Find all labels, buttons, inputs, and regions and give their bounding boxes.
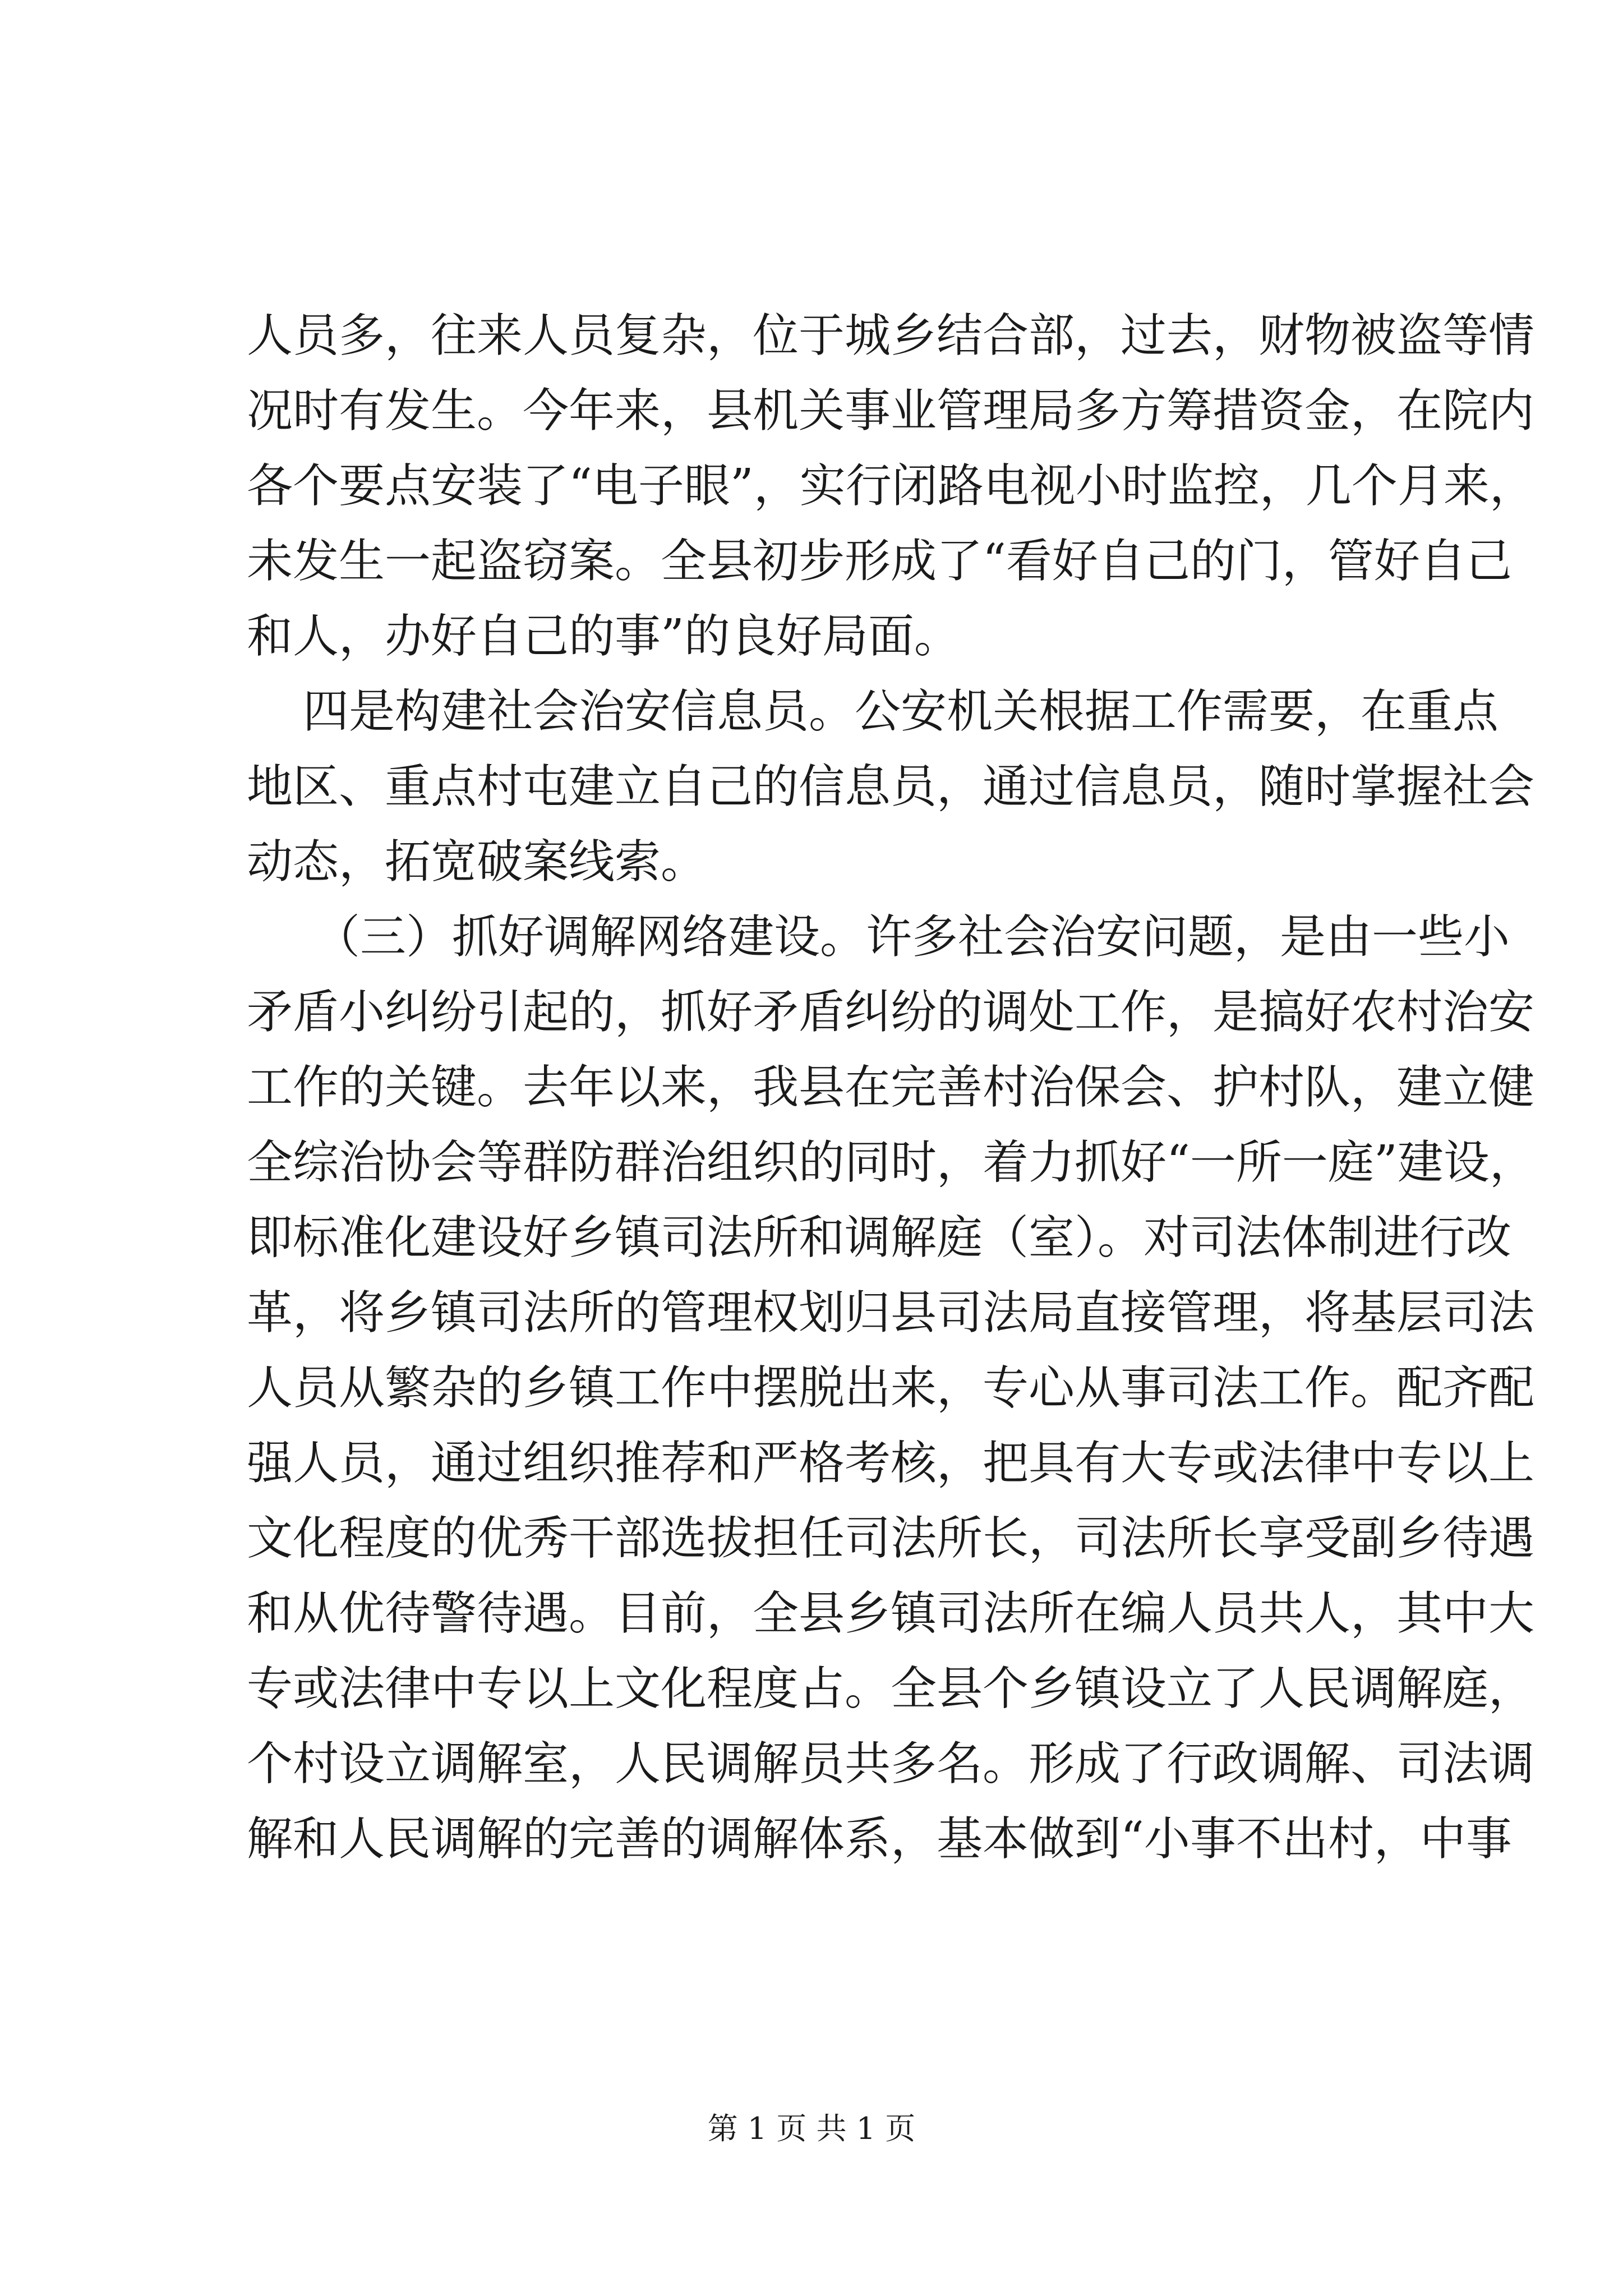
body-line-16: 强人员，通过组织推荐和严格考核，把具有大专或法律中专以上 (247, 1437, 1535, 1490)
paragraph-4-first-line: 四是构建社会治安信息员。公安机关根据工作需要，在重点 (303, 685, 1499, 738)
body-line-12: 全综治协会等群防群治组织的同时，着力抓好“一所一庭”建设， (247, 1136, 1536, 1189)
body-line-20: 个村设立调解室，人民调解员共多名。形成了行政调解、司法调 (247, 1737, 1535, 1791)
body-line-11: 工作的关键。去年以来，我县在完善村治保会、护村队，建立健 (247, 1061, 1535, 1114)
body-line-8: 动态，拓宽破案线索。 (247, 835, 707, 889)
body-line-2: 况时有发生。今年来，县机关事业管理局多方筹措资金，在院内 (247, 384, 1535, 438)
body-line-7: 地区、重点村屯建立自己的信息员，通过信息员，随时掌握社会 (247, 760, 1535, 813)
body-line-19: 专或法律中专以上文化程度占。全县个乡镇设立了人民调解庭， (247, 1662, 1535, 1715)
body-line-5: 和人，办好自己的事”的良好局面。 (247, 610, 960, 663)
section-3-heading-line: （三）抓好调解网络建设。许多社会治安问题，是由一些小 (314, 910, 1510, 964)
body-line-13: 即标准化建设好乡镇司法所和调解庭（室）。对司法体制进行改 (247, 1211, 1512, 1264)
body-line-1: 人员多，往来人员复杂，位于城乡结合部，过去，财物被盗等情 (247, 309, 1535, 362)
body-line-15: 人员从繁杂的乡镇工作中摆脱出来，专心从事司法工作。配齐配 (247, 1361, 1535, 1415)
body-line-17: 文化程度的优秀干部选拔担任司法所长，司法所长享受副乡待遇 (247, 1512, 1535, 1565)
body-line-18: 和从优待警待遇。目前，全县乡镇司法所在编人员共人，其中大 (247, 1587, 1535, 1640)
page-footer: 第 1 页 共 1 页 (707, 2111, 916, 2146)
body-line-14: 革，将乡镇司法所的管理权划归县司法局直接管理，将基层司法 (247, 1286, 1535, 1340)
body-line-4: 未发生一起盗窃案。全县初步形成了“看好自己的门，管好自己 (247, 535, 1512, 588)
body-line-10: 矛盾小纠纷引起的，抓好矛盾纠纷的调处工作，是搞好农村治安 (247, 986, 1535, 1039)
body-line-3: 各个要点安装了“电子眼”，实行闭路电视小时监控，几个月来， (247, 459, 1536, 513)
body-line-21: 解和人民调解的完善的调解体系，基本做到“小事不出村，中事 (247, 1812, 1512, 1866)
